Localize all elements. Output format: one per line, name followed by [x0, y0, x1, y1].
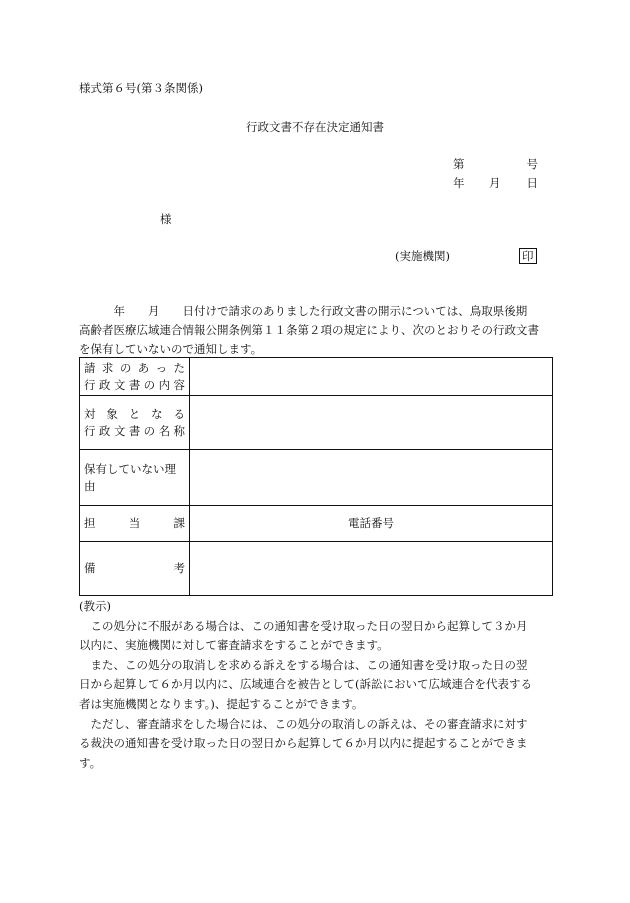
target-document-label: 対象となる 行政文書の名称 — [80, 396, 190, 450]
document-title: 行政文書不存在決定通知書 — [246, 120, 384, 134]
phone-cell[interactable] — [190, 506, 553, 542]
doc-number-prefix: 第 — [453, 157, 465, 171]
remarks-cell[interactable] — [190, 542, 553, 596]
intro-paragraph — [79, 302, 553, 359]
notes-line: 以内に、実施機関に対して審査請求をすることができます。 — [79, 638, 389, 653]
notes-line: 日から起算して６か月以内に、広域連合を被告として(訴訟において広域連合を代表する — [79, 677, 532, 692]
doc-number-suffix: 号 — [526, 157, 538, 171]
requested-content-cell[interactable] — [190, 358, 553, 396]
intro-line: 高齢者医療広域連合情報公開条例第１１条第２項の規定により、次のとおりその行政文書 — [79, 323, 539, 337]
date-month: 月 — [489, 176, 501, 190]
agency-label: (実施機関) — [395, 249, 450, 263]
phone-label: 電話番号 — [348, 516, 394, 531]
notes-line: この処分に不服がある場合は、この通知書を受け取った日の翌日から起算して３か月 — [79, 618, 528, 633]
notes-line: る裁決の通知書を受け取った日の翌日から起算して６か月以内に提起することができま — [79, 736, 528, 751]
target-document-cell[interactable] — [190, 396, 553, 450]
table-row — [80, 450, 553, 506]
seal-box: 印 — [519, 248, 537, 264]
addressee: 様 — [160, 212, 172, 226]
document-number — [453, 156, 538, 172]
reason-cell[interactable] — [190, 450, 553, 506]
table-row — [80, 542, 553, 596]
notes-line: 者は実施機関となります。)、提起することができます。 — [79, 696, 364, 711]
form-number: 様式第６号(第３条関係) — [79, 81, 203, 95]
notice-form-table — [79, 357, 553, 596]
notes-line: す。 — [79, 755, 102, 770]
date-year: 年 — [453, 176, 465, 190]
section-label: 担当課 — [80, 506, 190, 542]
intro-line: 年 月 日付けで請求のありました行政文書の開示については、鳥取県後期 — [79, 304, 528, 318]
table-row — [80, 396, 553, 450]
reason-label: 保有していない理由 — [80, 450, 190, 506]
table-row — [80, 358, 553, 396]
issue-date — [453, 175, 538, 191]
notes-line: ただし、審査請求をした場合には、この処分の取消しの訴えは、その審査請求に対す — [79, 716, 528, 731]
notes-heading: (教示) — [79, 599, 111, 613]
remarks-label: 備考 — [80, 542, 190, 596]
instruction-notes — [79, 597, 553, 773]
intro-line: を保有していないので通知します。 — [79, 342, 263, 356]
requested-content-label: 請求のあった 行政文書の内容 — [80, 358, 190, 396]
table-row — [80, 506, 553, 542]
date-day: 日 — [526, 176, 538, 190]
notes-line: また、この処分の取消しを求める訴えをする場合は、この通知書を受け取った日の翌 — [79, 657, 528, 672]
